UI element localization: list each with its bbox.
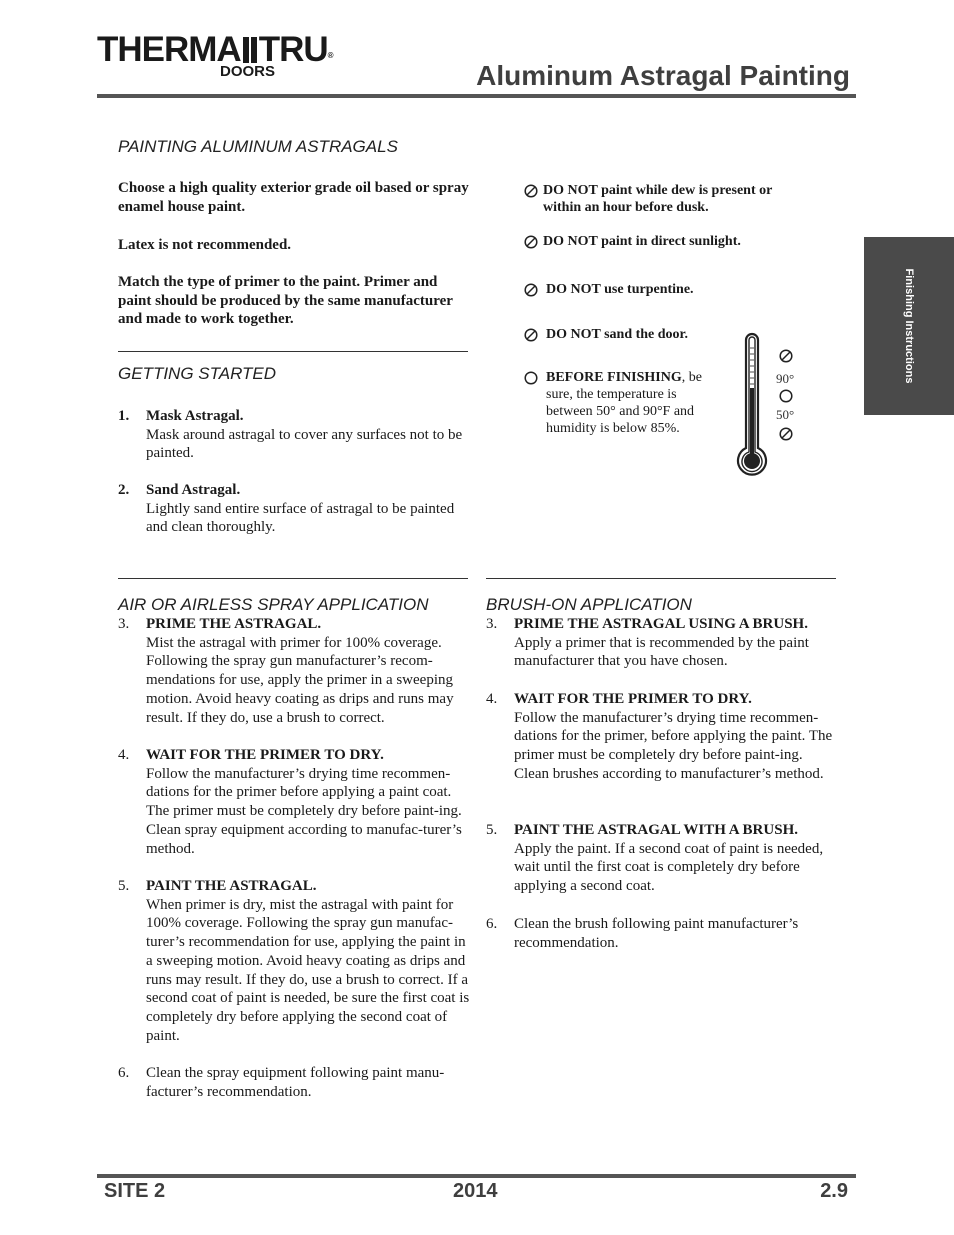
footer-page-number: 2.9 [820, 1180, 848, 1202]
list-item-text: Follow the manufacturer’s drying time recommen-dations for the primer, before applying the paint. The primer must be completely dry before paint-ing. Clean brushes according to manufacturer’s method. [514, 709, 833, 782]
painting-paragraph-2: Latex is not recommended. [118, 237, 292, 253]
warning-dew [524, 182, 794, 216]
logo-text-tru: TRU [258, 30, 328, 69]
side-tab [864, 237, 954, 415]
circle-icon [524, 371, 538, 385]
list-item-number: 5. [486, 822, 498, 838]
list-item-number: 3. [118, 616, 130, 632]
warning-turpentine-text: DO NOT use turpentine. [546, 282, 694, 297]
list-item-number: 4. [486, 691, 498, 707]
thermometer-low-label: 50° [776, 407, 795, 422]
warning-temperature-rest: , be sure, the temperature is between 50° and 90°F and humidity is below 85%. [546, 370, 702, 436]
prohibited-icon [524, 235, 538, 249]
footer-rule [97, 1174, 856, 1178]
list-item-text: Apply the paint. If a second coat of paint is needed, wait until the first coat is completely dry before applying a second coat. [514, 840, 824, 895]
circle-icon [779, 389, 793, 403]
section-divider [486, 578, 836, 579]
logo [97, 30, 334, 70]
footer-site: SITE 2 [104, 1180, 166, 1202]
list-item-number: 6. [118, 1065, 130, 1081]
list-item-text: Apply a primer that is recommended by the paint manufacturer that you have chosen. [514, 634, 809, 670]
warning-sand-text: DO NOT sand the door. [546, 327, 688, 342]
logo-text-therma: THERMA [97, 30, 241, 69]
list-item-text: Follow the manufacturer’s drying time recommen-dations for the primer before applying a paint coat. The primer must be completely dry before paint-ing. Clean spray equipment according to manufac-turer’s method. [146, 765, 462, 857]
warning-sunlight-text: DO NOT paint in direct sunlight. [543, 234, 741, 249]
painting-paragraph-1: Choose a high quality exterior grade oil based or spray enamel house paint. [118, 180, 469, 215]
list-item-text: Clean the brush following paint manufacturer’s recommendation. [514, 916, 799, 951]
list-item-text: Mist the astragal with primer for 100% coverage. Following the spray gun manufacturer’s recom-mendations for use, apply the primer in a sweeping motion. Avoid heavy coating as drips and runs may result. If they do, use a brush to correct. [146, 634, 454, 726]
header-rule [97, 94, 856, 98]
list-item-text: Mask around astragal to cover any surfaces not to be painted. [146, 426, 463, 462]
warning-sunlight [524, 233, 794, 250]
logo-subtitle: DOORS [220, 63, 276, 80]
prohibited-icon [779, 349, 793, 363]
list-item-number: 2. [118, 482, 130, 498]
prohibited-icon [779, 427, 793, 441]
list-item-number: 5. [118, 878, 130, 894]
list-item-title: PAINT THE ASTRAGAL WITH A BRUSH. [514, 822, 798, 838]
warning-turpentine [524, 281, 794, 298]
warning-sand [524, 326, 724, 343]
prohibited-icon [524, 283, 538, 297]
list-item-number: 3. [486, 616, 498, 632]
logo-mark-icon [243, 37, 257, 63]
list-item-text: Clean the spray equipment following paint manu-facturer’s recommendation. [146, 1065, 445, 1100]
list-item-text: When primer is dry, mist the astragal with paint for 100% coverage. Following the spray gun manufac-turer’s recommendation for use, applying the paint in a sweeping motion. Avoid heavy coating as drips and runs may result. If they do, use a brush to correct. If a second coat of paint is needed, be sure the first coat is completely dry before applying the second coat of paint. [146, 896, 470, 1044]
list-item-text: Lightly sand entire surface of astragal to be painted and clean thoroughly. [146, 500, 455, 536]
painting-paragraph-3: Match the type of primer to the paint. Primer and paint should be produced by the same manufacturer and made to work together. [118, 274, 453, 328]
list-item-title: PRIME THE ASTRAGAL. [146, 616, 322, 632]
list-item-title: Sand Astragal. [146, 482, 241, 498]
section-heading-brush: BRUSH-ON APPLICATION [486, 595, 692, 614]
section-heading-painting: PAINTING ALUMINUM ASTRAGALS [118, 137, 398, 156]
section-heading-spray: AIR OR AIRLESS SPRAY APPLICATION [118, 595, 429, 614]
footer-year: 2014 [453, 1180, 498, 1202]
warning-temperature-bold: BEFORE FINISHING [546, 370, 682, 385]
thermometer-icon [730, 332, 770, 478]
list-item-number: 4. [118, 747, 130, 763]
list-item-number: 6. [486, 916, 498, 932]
list-item-title: PAINT THE ASTRAGAL. [146, 878, 317, 894]
prohibited-icon [524, 328, 538, 342]
list-item-title: WAIT FOR THE PRIMER TO DRY. [146, 747, 384, 763]
page-title: Aluminum Astragal Painting [476, 60, 850, 91]
warning-temperature [524, 369, 720, 437]
prohibited-icon [524, 184, 538, 198]
warning-temperature-text [546, 369, 720, 437]
list-item-number: 1. [118, 408, 130, 424]
section-divider [118, 351, 468, 352]
list-item-title: WAIT FOR THE PRIMER TO DRY. [514, 691, 752, 707]
section-divider [118, 578, 468, 579]
list-item-title: Mask Astragal. [146, 408, 244, 424]
section-heading-getting-started: GETTING STARTED [118, 364, 277, 383]
thermometer-high-label: 90° [776, 371, 795, 386]
trademark-symbol: ® [327, 51, 334, 60]
list-item-title: PRIME THE ASTRAGAL USING A BRUSH. [514, 616, 808, 632]
warning-dew-text: DO NOT paint while dew is present or within an hour before dusk. [543, 183, 773, 215]
side-tab-label: Finishing Instructions [903, 268, 915, 384]
